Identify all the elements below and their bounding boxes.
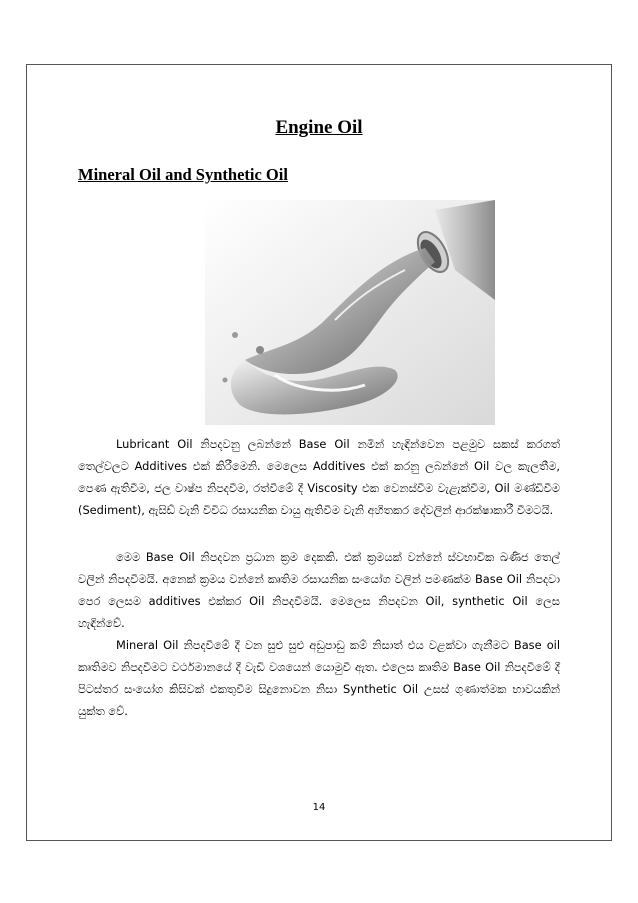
paragraph-1: Lubricant Oil නිපදවනු ලබන්නේ Base Oil නමින් හැඳින්වෙන පළමුව සකස් කරගත් තෙල්වලට Additives එක් කිරීමෙනි. මෙලෙස Additives එක් කරනු ලබන්නේ Oil වල කැලතීම, පෙණ ඇතිවීම, ජල වාෂ්ප නිපදවීම, රත්වීමේ දී Viscosity එක වෙනස්වීම වැළැක්වීම, Oil මණ්ඩිවීම (Sediment), ඇසිඩ් වැනි විවිධ රසායනික වායු ඇතිවීම වැනි අහිතකර දේවලින් ආරක්ෂාකාරී වීමටයි. — [78, 437, 560, 517]
paragraph-3: Mineral Oil නිපදවීමේ දී වන සුළු සුළු අඩුපාඩු කම් නිසාත් එය වළක්වා ගැනීමට Base oil කෘතිමව නිපදවීමට වර්ථමානයේ දී වැඩි වශයෙන් යොමුවී ඇත. එලෙස කෘතිම Base Oil නිපදවීමේ දී පිටස්තර සංයෝග කිසිවක් එකතුවීම සිදුනොවන නිසා Synthetic Oil උසස් ගුණාත්මක භාවයකින් යුක්ත වේ. — [78, 638, 560, 718]
oil-pouring-image — [205, 200, 495, 425]
paragraph-2: මෙම Base Oil නිපදවන ප්‍රධාන ක්‍රම දෙකකි. එක් ක්‍රමයක් වන්නේ ස්වභාවික ඛණිජ තෙල් වලින් නිපදවීමයි. අනෙක් ක්‍රමය වන්නේ කෘතිම රසායනික සංයෝග වලින් පමණක්ම Base Oil නිපදවා පෙර ලෙසම additives එක්කර Oil නිපදවීමයි. මෙලෙස නිපදවන Oil, synthetic Oil ලෙස හැඳින්වේ. — [78, 550, 560, 630]
page-number: 14 — [312, 802, 326, 813]
section-heading: Mineral Oil and Synthetic Oil — [78, 165, 288, 184]
page-title: Engine Oil — [275, 117, 363, 138]
